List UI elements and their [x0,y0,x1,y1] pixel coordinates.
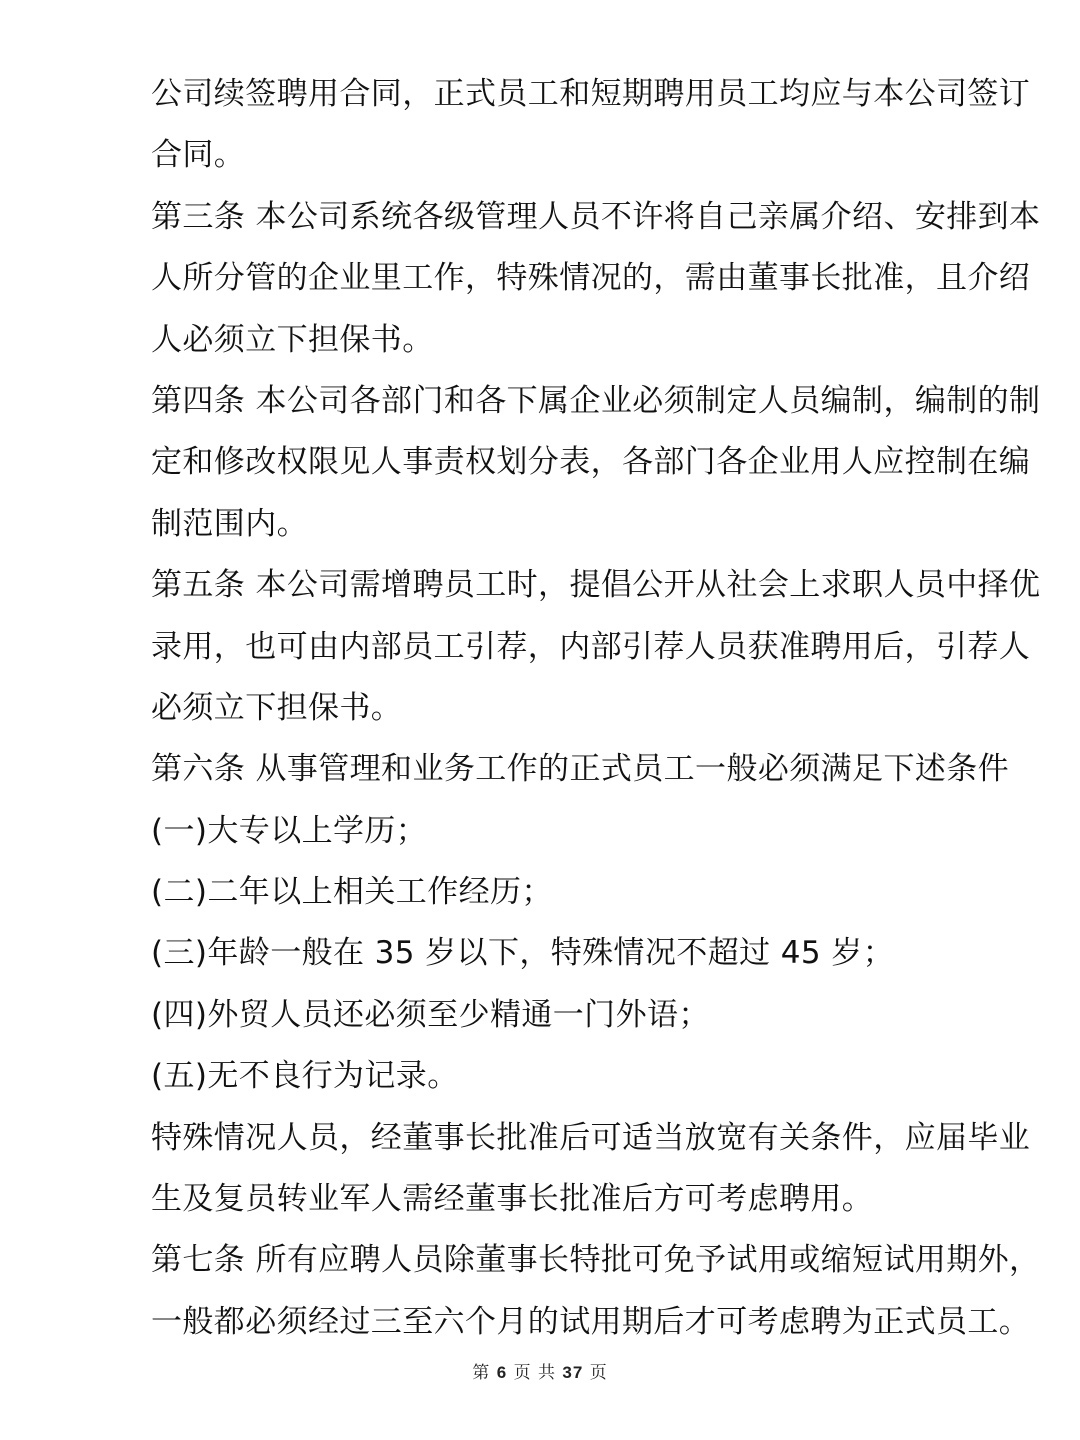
text-line: 特殊情况人员，经董事长批准后可适当放宽有关条件，应届毕业 [151,1119,1031,1156]
text-line: 制范围内。 [151,505,308,542]
footer-label-page: 第 [472,1363,491,1383]
text-line: (五)无不良行为记录。 [151,1058,459,1095]
text-line: (三)年龄一般在 35 岁以下，特殊情况不超过 45 岁； [151,935,895,972]
text-line: (四)外贸人员还必须至少精通一门外语； [151,996,710,1033]
text-line: 公司续签聘用合同，正式员工和短期聘用员工均应与本公司签订 [151,76,1031,112]
text-line: 第四条 本公司各部门和各下属企业必须制定人员编制，编制的制 [151,382,1041,419]
footer-label-unit-end: 页 [589,1363,608,1383]
text-line: 定和修改权限见人事责权划分表，各部门各企业用人应控制在编 [151,444,1031,481]
footer-label-total: 共 [537,1363,556,1383]
text-line: 第七条 所有应聘人员除董事长特批可免予试用或缩短试用期外， [151,1242,1041,1279]
footer-label-unit: 页 [513,1363,532,1383]
total-pages-number: 37 [562,1363,584,1382]
text-line: 第五条 本公司需增聘员工时，提倡公开从社会上求职人员中择优 [151,567,1041,604]
current-page-number: 6 [496,1363,508,1382]
text-line: 一般都必须经过三至六个月的试用期后才可考虑聘为正式员工。 [151,1303,1031,1340]
text-line: 第六条 从事管理和业务工作的正式员工一般必须满足下述条件 [151,751,1010,788]
text-line: (一)大专以上学历； [151,812,428,849]
text-line: 必须立下担保书。 [151,689,403,726]
text-line: 录用，也可由内部员工引荐，内部引荐人员获准聘用后，引荐人 [151,628,1031,665]
text-line: (二)二年以上相关工作经历； [151,874,553,911]
page-footer [0,1358,1080,1383]
text-line: 生及复员转业军人需经董事长批准后方可考虑聘用。 [151,1181,874,1218]
document-body [151,64,1041,1353]
text-line: 第三条 本公司系统各级管理人员不许将自己亲属介绍、安排到本 [151,198,1041,235]
text-line: 合同。 [151,137,246,174]
text-line: 人必须立下担保书。 [151,321,434,358]
text-line: 人所分管的企业里工作，特殊情况的，需由董事长批准，且介绍 [151,260,1031,297]
